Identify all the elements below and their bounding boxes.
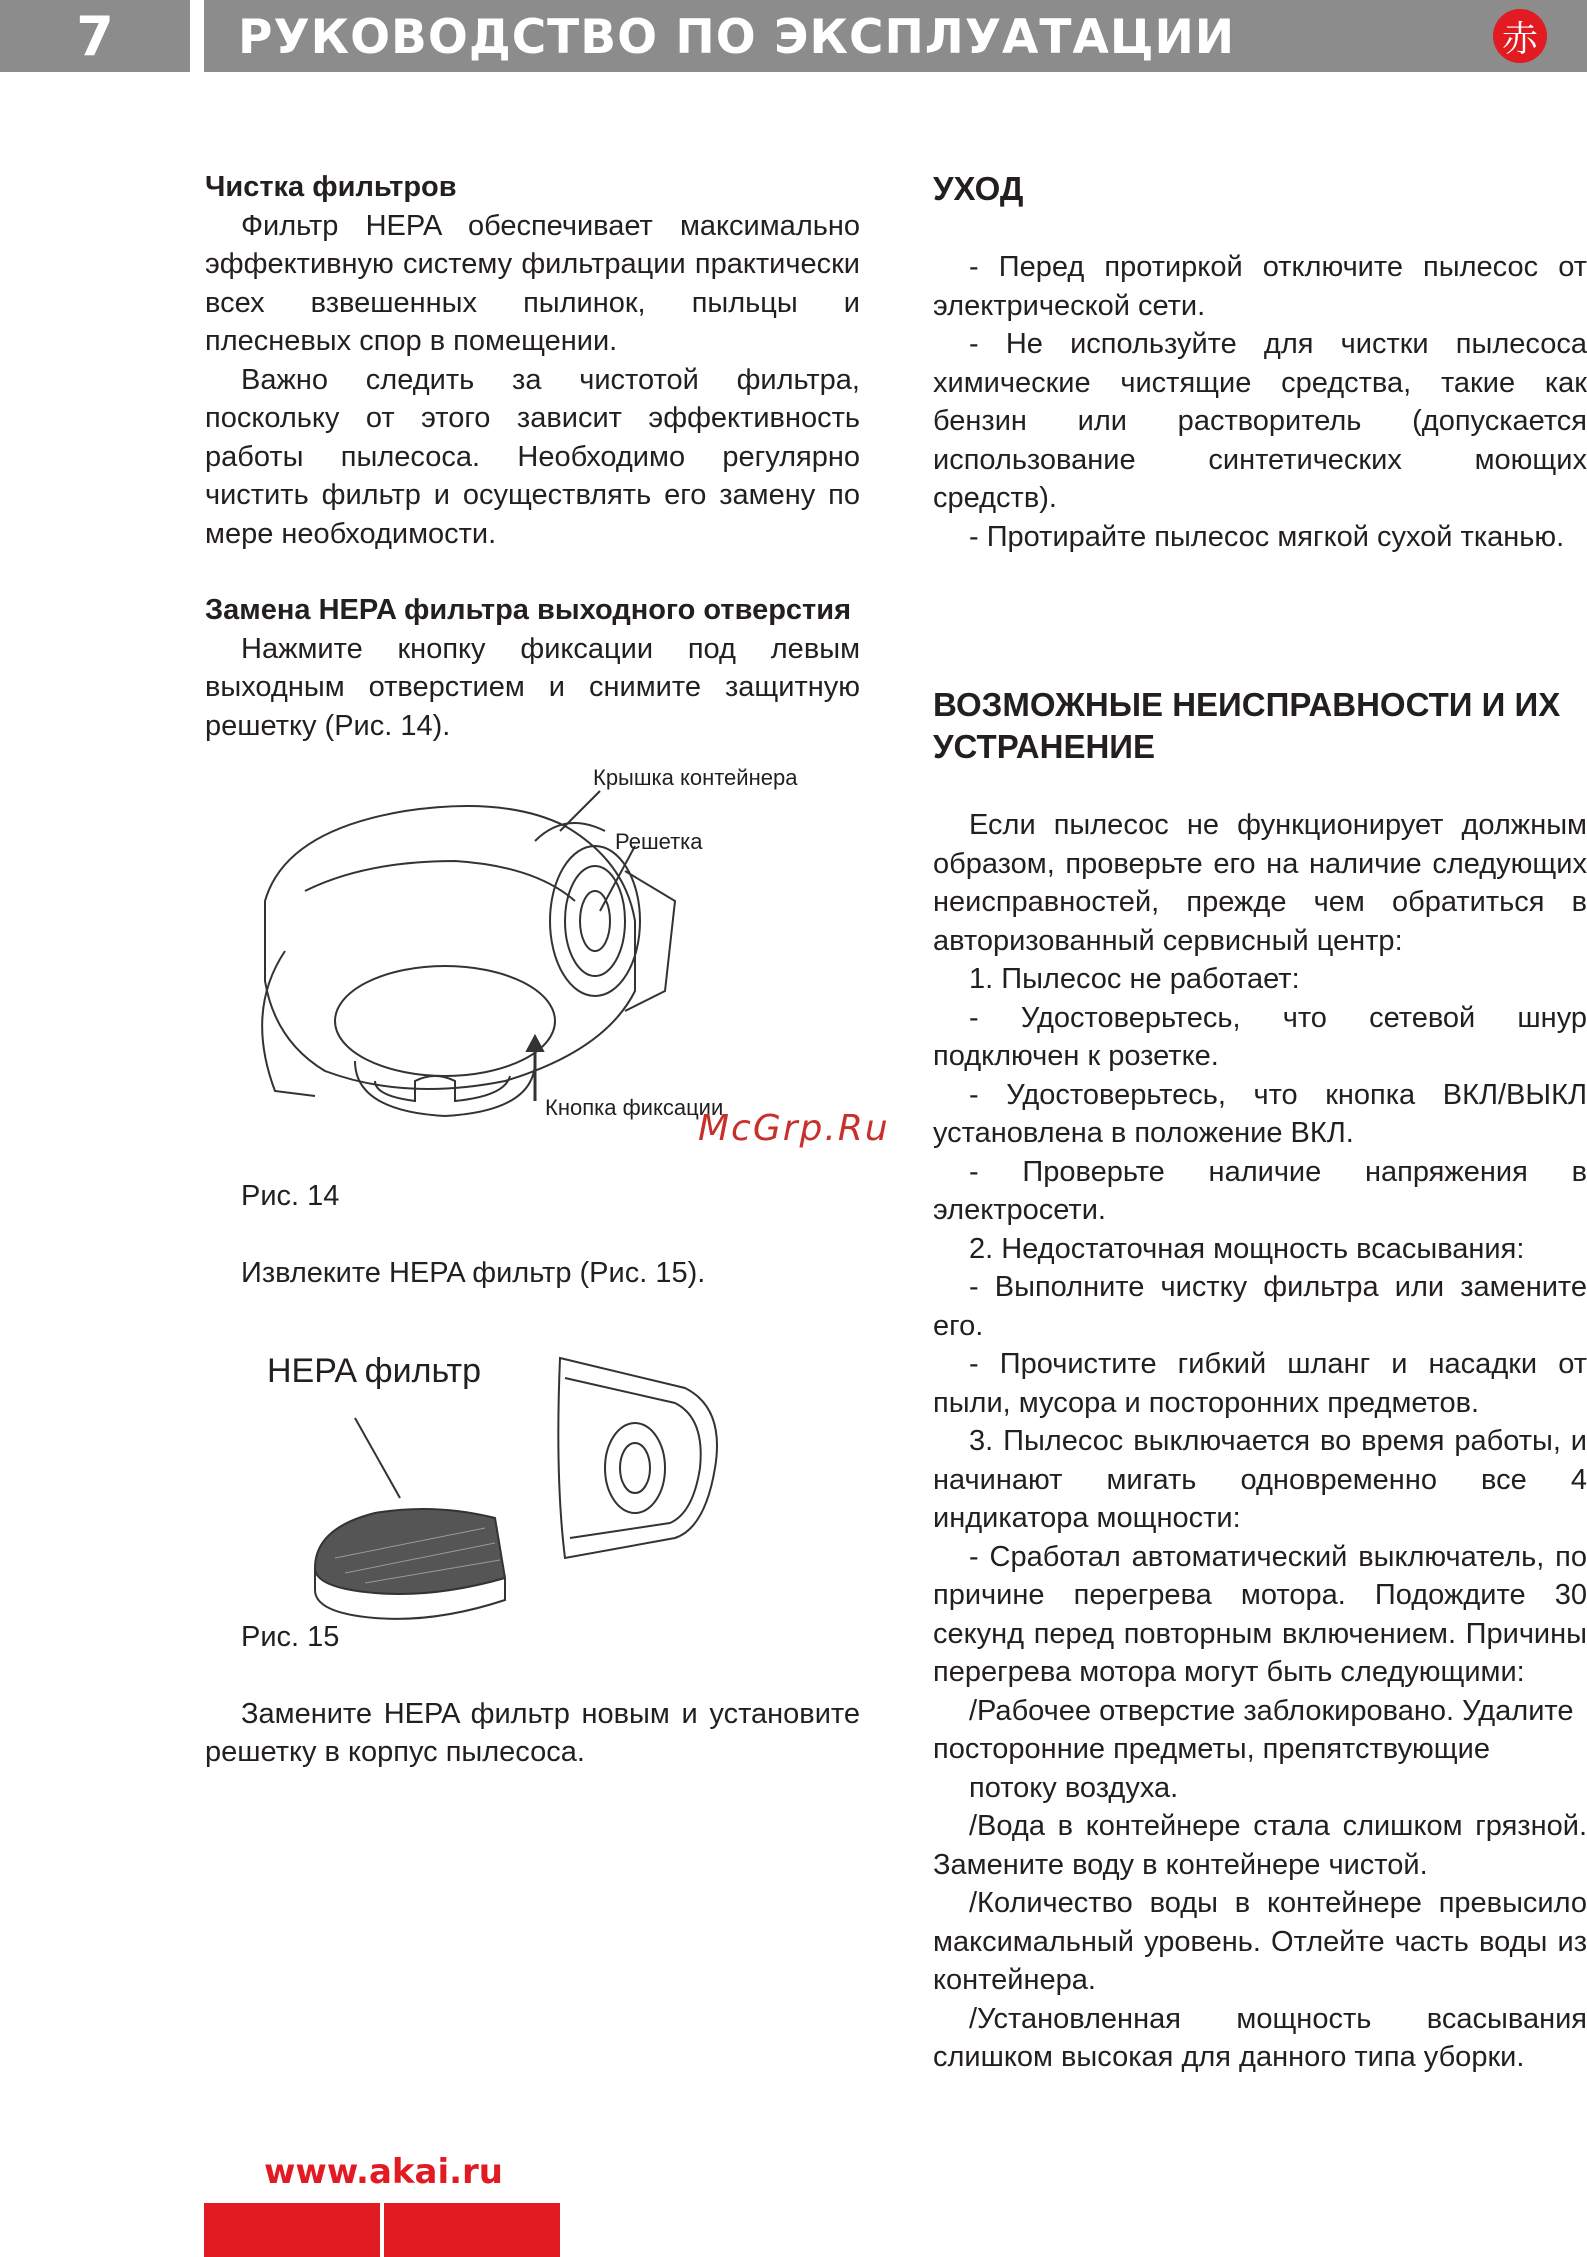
paragraph-remove-grid: Нажмите кнопку фиксации под левым выходным отверстием и снимите защитную решетку (Рис. 14). bbox=[205, 632, 860, 742]
vacuum-illustration bbox=[205, 751, 860, 1141]
figure-15 bbox=[205, 1328, 860, 1628]
paragraph-filter-importance: Важно следить за чистотой фильтра, поскольку от этого зависит эффективность работы пылесоса. Необходимо регулярно чистить фильтр и осуществлять его замену по мере необходимости. bbox=[205, 363, 860, 550]
page-title: РУКОВОДСТВО ПО ЭКСПЛУАТАЦИИ bbox=[238, 10, 1236, 65]
trouble-item-1: 1. Пылесос не работает: bbox=[969, 963, 1300, 995]
trouble-item-2: - Удостоверьтесь, что сетевой шнур подключен к розетке. bbox=[933, 1001, 1587, 1072]
trouble-item-9: - Сработал автоматический выключатель, по причине перегрева мотора. Подождите 30 секунд перед повторным включением. Причины перегрева мотора могут быть следующими: bbox=[933, 1540, 1587, 1688]
label-lock-button: Кнопка фиксации bbox=[545, 1095, 724, 1120]
trouble-item-10: /Рабочее отверстие заблокировано. Удалите посторонние предметы, препятствующие bbox=[933, 1694, 1574, 1765]
label-hepa-filter: HEPA фильтр bbox=[267, 1352, 481, 1390]
label-container-lid: Крышка контейнера bbox=[593, 765, 798, 790]
right-column bbox=[933, 168, 1587, 2077]
paragraph-extract-hepa: Извлеките HEPA фильтр (Рис. 15). bbox=[241, 1256, 706, 1289]
trouble-item-4: - Проверьте наличие напряжения в электросети. bbox=[933, 1155, 1587, 1226]
figure-14 bbox=[205, 751, 860, 1141]
heading-hepa-replace: Замена HEPA фильтра выходного отверстия bbox=[205, 594, 851, 626]
trouble-item-7: - Прочистите гибкий шланг и насадки от пыли, мусора и посторонних предметов. bbox=[933, 1348, 1587, 1419]
paragraph-hepa-intro: Фильтр HEPA обеспечивает максимально эффективную систему фильтрации практически всех взвешенных пылинок, пыльцы и плесневых спор в помещении. bbox=[205, 209, 860, 357]
page-number: 7 bbox=[0, 0, 190, 72]
heading-care: УХОД bbox=[933, 170, 1024, 207]
left-column bbox=[205, 168, 860, 1772]
trouble-item-11: потоку воздуха. bbox=[969, 1771, 1179, 1804]
trouble-item-6: - Выполните чистку фильтра или замените его. bbox=[933, 1271, 1587, 1342]
caption-fig-14: Рис. 14 bbox=[241, 1180, 340, 1212]
troubleshooting-intro: Если пылесос не функционирует должным образом, проверьте его на наличие следующих неисправностей, прежде чем обратиться в авторизованный сервисный центр: bbox=[933, 809, 1587, 957]
header-bar bbox=[204, 0, 1587, 72]
caption-fig-15: Рис. 15 bbox=[241, 1621, 340, 1653]
trouble-item-5: 2. Недостаточная мощность всасывания: bbox=[969, 1232, 1525, 1265]
watermark: McGrp.Ru bbox=[698, 1108, 890, 1149]
trouble-item-13: /Количество воды в контейнере превысило максимальный уровень. Отлейте часть воды из контейнера. bbox=[933, 1887, 1587, 1996]
heading-filter-cleaning: Чистка фильтров bbox=[205, 171, 457, 203]
footer-red-block bbox=[384, 2203, 560, 2257]
trouble-item-3: - Удостоверьтесь, что кнопка ВКЛ/ВЫКЛ установлена в положение ВКЛ. bbox=[933, 1078, 1587, 1149]
paragraph-replace-hepa: Замените HEPA фильтр новым и установите решетку в корпус пылесоса. bbox=[205, 1697, 860, 1768]
trouble-item-12: /Вода в контейнере стала слишком грязной. Замените воду в контейнере чистой. bbox=[933, 1810, 1587, 1881]
care-item-1: - Перед протиркой отключите пылесос от электрической сети. bbox=[933, 251, 1587, 322]
trouble-item-14: /Установленная мощность всасывания слишком высокая для данного типа уборки. bbox=[933, 2002, 1587, 2073]
care-item-3: - Протирайте пылесос мягкой сухой тканью. bbox=[969, 520, 1565, 553]
trouble-item-8: 3. Пылесос выключается во время работы, и начинают мигать одновременно все 4 индикатора мощности: bbox=[933, 1425, 1587, 1534]
footer-url-link[interactable]: www.akai.ru bbox=[264, 2152, 504, 2192]
care-item-2: - Не используйте для чистки пылесоса химические чистящие средства, такие как бензин или растворитель (допускается использование синтетических моющих средств). bbox=[933, 328, 1587, 514]
heading-troubleshooting: ВОЗМОЖНЫЕ НЕИСПРАВНОСТИ И ИХ УСТРАНЕНИЕ bbox=[933, 686, 1561, 765]
footer-red-block bbox=[204, 2203, 380, 2257]
akai-logo-icon: 赤 bbox=[1493, 9, 1547, 63]
label-grid: Решетка bbox=[615, 829, 703, 854]
